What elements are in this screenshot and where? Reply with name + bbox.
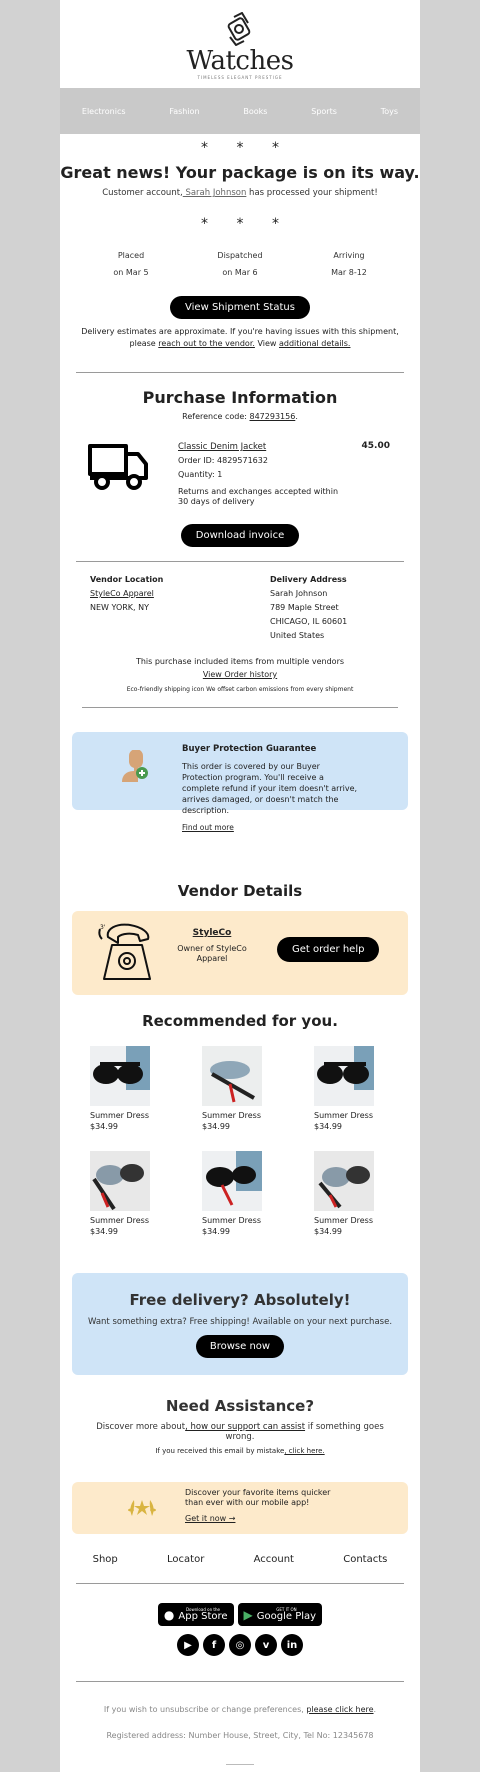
svg-text:3': 3' bbox=[100, 924, 106, 931]
step-arriving bbox=[304, 251, 394, 277]
vendor-info bbox=[172, 928, 252, 964]
product-name: Summer Dress bbox=[90, 1111, 150, 1120]
laurel-icon bbox=[126, 1496, 158, 1520]
product-card[interactable] bbox=[184, 1151, 296, 1236]
nav-item-books[interactable]: Books bbox=[243, 106, 268, 116]
product-name: Summer Dress bbox=[314, 1111, 374, 1120]
delivery-address-title: Delivery Address bbox=[270, 575, 347, 584]
app-promo-text bbox=[185, 1488, 335, 1524]
product-price: $34.99 bbox=[314, 1122, 342, 1131]
buyer-protection-panel bbox=[72, 732, 408, 832]
delivery-line: Sarah Johnson bbox=[270, 589, 328, 598]
assistance-post: if something goes wrong. bbox=[225, 1422, 384, 1442]
product-card[interactable] bbox=[184, 1046, 296, 1131]
free-delivery-title: Free delivery? Absolutely! bbox=[129, 1291, 351, 1309]
registered-address: Registered address: Number House, Street, City, Tel No: 12345678 bbox=[106, 1731, 374, 1740]
estimate-text: Delivery estimates are approximate. If you're having issues with this shipment, bbox=[81, 327, 399, 336]
mistake-text: If you received this email by mistake bbox=[155, 1447, 285, 1455]
sunglasses-image bbox=[90, 1046, 150, 1106]
vimeo-icon[interactable]: v bbox=[255, 1634, 277, 1656]
app-promo-panel bbox=[72, 1482, 408, 1534]
footer-nav bbox=[60, 1554, 420, 1565]
multi-vendor-note bbox=[60, 655, 420, 696]
footer-link-locator[interactable]: Locator bbox=[167, 1554, 205, 1565]
google-play-small: GET IT ON bbox=[276, 1606, 297, 1612]
unsubscribe-end: . bbox=[373, 1705, 377, 1714]
vendor-location-title: Vendor Location bbox=[90, 575, 164, 584]
telephone-icon bbox=[98, 921, 158, 985]
returns-policy: Returns and exchanges accepted within 30 days of delivery bbox=[178, 487, 339, 506]
product-name: Summer Dress bbox=[90, 1216, 150, 1225]
step-placed bbox=[86, 251, 176, 277]
delivery-line: United States bbox=[270, 631, 325, 640]
app-store-text bbox=[178, 1608, 227, 1622]
item-name-link[interactable]: Classic Denim Jacket bbox=[178, 442, 267, 452]
sunglasses-image bbox=[202, 1046, 262, 1106]
delivery-line: 789 Maple Street bbox=[270, 603, 339, 612]
mistake-click-here-link[interactable]: , click here. bbox=[284, 1447, 325, 1455]
vendor-name[interactable]: StyleCo bbox=[192, 928, 232, 938]
download-invoice-button[interactable]: Download invoice bbox=[181, 524, 299, 547]
product-card[interactable] bbox=[72, 1046, 184, 1131]
vendor-city: NEW YORK, NY bbox=[90, 603, 149, 612]
linkedin-icon[interactable]: in bbox=[281, 1634, 303, 1656]
buyer-protection-title: Buyer Protection Guarantee bbox=[182, 744, 317, 754]
unsubscribe-note bbox=[60, 1705, 420, 1714]
app-promo-body: Discover your favorite items quicker than ever with our mobile app! bbox=[185, 1488, 331, 1507]
sunglasses-image bbox=[314, 1046, 374, 1106]
divider bbox=[82, 707, 398, 708]
buyer-protection-body: This order is covered by our Buyer Protection program. You'll receive a complete refund if your item doesn't arrive, arrives damaged, or doesn't match the description. bbox=[182, 762, 358, 815]
unsubscribe-link[interactable]: please click here bbox=[306, 1705, 374, 1714]
purchase-title: Purchase Information bbox=[142, 388, 338, 407]
recommended-title: Recommended for you. bbox=[142, 1012, 338, 1030]
browse-wrap bbox=[72, 1334, 408, 1358]
quantity: Quantity: 1 bbox=[178, 470, 223, 479]
step-label: Arriving bbox=[333, 251, 365, 260]
step-date: Mar 8-12 bbox=[331, 268, 367, 277]
get-order-help-button[interactable]: Get order help bbox=[277, 937, 379, 962]
nav-item-toys[interactable]: Toys bbox=[380, 106, 399, 116]
customer-name-link[interactable]: Sarah Johnson bbox=[182, 188, 247, 198]
vendor-name-link[interactable]: StyleCo Apparel bbox=[90, 589, 154, 598]
reference-label: Reference code: bbox=[182, 412, 250, 421]
truck-icon bbox=[88, 442, 150, 490]
sunglasses-image bbox=[202, 1151, 262, 1211]
additional-details-link[interactable]: additional details. bbox=[279, 339, 351, 348]
mistake-note bbox=[60, 1447, 420, 1455]
step-date: on Mar 6 bbox=[222, 268, 258, 277]
product-price: $34.99 bbox=[90, 1227, 118, 1236]
watch-logo-icon bbox=[222, 12, 258, 46]
category-nav bbox=[60, 88, 420, 134]
reference-code-link[interactable]: 847293156 bbox=[249, 412, 296, 421]
purchase-item-details bbox=[178, 441, 348, 507]
brand-tagline: TIMELESS ELEGANT PRESTIGE bbox=[197, 75, 283, 80]
nav-item-electronics[interactable]: Electronics bbox=[81, 106, 126, 116]
product-name: Summer Dress bbox=[202, 1111, 262, 1120]
browse-now-button[interactable]: Browse now bbox=[196, 1335, 284, 1358]
vendor-details-title: Vendor Details bbox=[177, 882, 303, 900]
product-card[interactable] bbox=[296, 1046, 408, 1131]
product-price: $34.99 bbox=[90, 1122, 118, 1131]
social-links bbox=[60, 1634, 420, 1656]
footer-divider bbox=[226, 1764, 254, 1765]
step-label: Dispatched bbox=[217, 251, 263, 260]
sunglasses-image bbox=[314, 1151, 374, 1211]
divider bbox=[76, 1681, 404, 1682]
product-name: Summer Dress bbox=[314, 1216, 374, 1225]
product-card[interactable] bbox=[296, 1151, 408, 1236]
stars-divider-2: * * * bbox=[201, 216, 291, 232]
reference-end: . bbox=[295, 412, 298, 421]
sunglasses-image bbox=[90, 1151, 150, 1211]
google-play-text bbox=[257, 1608, 316, 1622]
footer-link-account[interactable]: Account bbox=[253, 1554, 294, 1565]
assistance-text bbox=[90, 1422, 390, 1442]
apple-icon: ● bbox=[163, 1607, 175, 1622]
product-name: Summer Dress bbox=[202, 1216, 262, 1225]
get-it-now-link[interactable]: Get it now → bbox=[185, 1514, 236, 1523]
order-help-wrap bbox=[277, 937, 379, 962]
buyer-protection-text bbox=[182, 744, 362, 833]
instagram-icon[interactable]: ◎ bbox=[229, 1634, 251, 1656]
order-history-link[interactable]: View Order history bbox=[202, 670, 278, 679]
stars-divider: * * * bbox=[201, 140, 291, 156]
google-play-icon: ▶ bbox=[243, 1607, 253, 1622]
vendor-contact-link[interactable]: reach out to the vendor. bbox=[158, 339, 255, 348]
invoice-wrap bbox=[60, 523, 420, 547]
app-store-small: Download on the bbox=[185, 1606, 220, 1612]
eco-shipping-note: Eco-friendly shipping icon We offset carbon emissions from every shipment bbox=[126, 686, 354, 693]
nav-item-fashion[interactable]: Fashion bbox=[169, 106, 200, 116]
unsubscribe-text: If you wish to unsubscribe or change preferences, bbox=[103, 1705, 307, 1714]
facebook-icon[interactable]: f bbox=[203, 1634, 225, 1656]
store-badges bbox=[60, 1603, 420, 1626]
product-grid bbox=[60, 1046, 420, 1236]
delivery-address bbox=[270, 573, 400, 643]
view-shipment-status-button[interactable]: View Shipment Status bbox=[170, 296, 310, 319]
footer-link-shop[interactable]: Shop bbox=[92, 1554, 118, 1565]
user-shield-icon bbox=[120, 750, 152, 782]
product-price: $34.99 bbox=[202, 1122, 230, 1131]
assistance-pre: Discover more about bbox=[96, 1422, 186, 1432]
divider bbox=[76, 372, 404, 373]
shipment-steps bbox=[60, 251, 420, 277]
order-id: Order ID: 4829571632 bbox=[178, 456, 268, 465]
google-play-big: Google Play bbox=[256, 1610, 317, 1622]
step-label: Placed bbox=[117, 251, 145, 260]
product-price: $34.99 bbox=[202, 1227, 230, 1236]
nav-item-sports[interactable]: Sports bbox=[311, 106, 337, 116]
item-price: 45.00 bbox=[361, 441, 390, 451]
multi-vendor-text: This purchase included items from multiple vendors bbox=[135, 657, 345, 666]
vendor-panel bbox=[72, 911, 408, 995]
product-price: $34.99 bbox=[314, 1227, 342, 1236]
delivery-line: CHICAGO, IL 60601 bbox=[270, 617, 348, 626]
reference-code bbox=[60, 412, 420, 421]
free-delivery-body: Want something extra? Free shipping! Available on your next purchase. bbox=[87, 1317, 393, 1327]
vendor-role: Owner of StyleCo Apparel bbox=[177, 944, 247, 963]
brand-header bbox=[60, 0, 420, 88]
app-store-big: App Store bbox=[178, 1610, 228, 1622]
brand-name: Watches bbox=[186, 46, 294, 76]
app-store-badge[interactable] bbox=[158, 1603, 234, 1626]
free-delivery-panel bbox=[72, 1273, 408, 1375]
subtitle-text-end: has processed your shipment! bbox=[246, 188, 378, 198]
divider bbox=[76, 1583, 404, 1584]
vendor-location bbox=[90, 573, 240, 615]
hero-subtitle bbox=[60, 188, 420, 198]
email-page bbox=[60, 0, 420, 1772]
step-date: on Mar 5 bbox=[113, 268, 149, 277]
subtitle-text: Customer account, bbox=[102, 188, 183, 198]
estimate-please: please bbox=[129, 339, 159, 348]
youtube-icon[interactable]: ▶ bbox=[177, 1634, 199, 1656]
step-dispatched bbox=[195, 251, 285, 277]
divider bbox=[76, 561, 404, 562]
delivery-estimate-note bbox=[80, 326, 400, 350]
shipment-status-wrap bbox=[60, 295, 420, 319]
hero-title: Great news! Your package is on its way. bbox=[60, 163, 420, 182]
footer-link-contacts[interactable]: Contacts bbox=[343, 1554, 388, 1565]
product-card[interactable] bbox=[72, 1151, 184, 1236]
google-play-badge[interactable] bbox=[238, 1603, 323, 1626]
estimate-view: View bbox=[254, 339, 279, 348]
find-out-more-link[interactable]: Find out more bbox=[182, 823, 234, 832]
support-link[interactable]: , how our support can assist bbox=[185, 1422, 306, 1432]
assistance-title: Need Assistance? bbox=[165, 1397, 315, 1415]
